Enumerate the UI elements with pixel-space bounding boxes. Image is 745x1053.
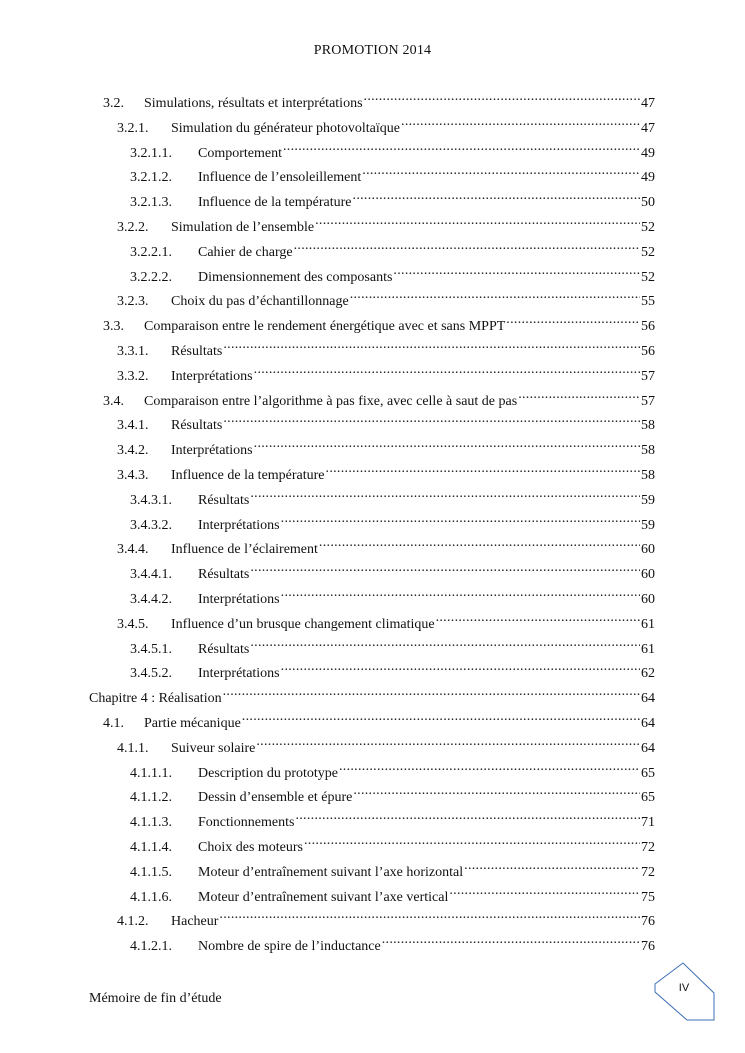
toc-entry[interactable] — [130, 484, 655, 508]
toc-entry-number: 3.4.4. — [117, 542, 149, 558]
dot-leader — [449, 881, 640, 901]
toc-entry-title: Chapitre 4 : Réalisation — [89, 691, 222, 707]
running-header: PROMOTION 2014 — [313, 43, 432, 58]
toc-entry-page: 49 — [641, 145, 655, 161]
toc-entry-title: Comparaison entre le rendement énergétique avec et sans MPPT — [144, 319, 506, 335]
toc-entry-number: 3.2.1.2. — [130, 170, 172, 186]
toc-entry-title: Résultats — [198, 567, 250, 583]
toc-entry[interactable] — [130, 509, 655, 533]
toc-entry-number: 3.2.2.1. — [130, 244, 172, 260]
dot-leader — [382, 930, 640, 950]
toc-entry-page: 47 — [641, 96, 655, 111]
toc-entry-title: Simulation de l’ensemble — [171, 220, 315, 235]
toc-entry-page: 61 — [641, 616, 655, 632]
toc-entry-number: 3.3.2. — [117, 368, 149, 384]
toc-entry-number: 3.2.2.2. — [130, 269, 172, 285]
toc-entry-page: 65 — [641, 765, 655, 781]
dot-leader — [281, 583, 640, 603]
toc-entry[interactable] — [103, 310, 655, 335]
toc-entry[interactable] — [103, 87, 655, 111]
toc-entry[interactable] — [130, 757, 655, 781]
toc-entry-title: Influence de l’éclairement — [171, 542, 318, 558]
toc-entry[interactable] — [117, 905, 655, 930]
toc-entry-number: 3.4.5. — [117, 616, 149, 632]
toc-entry-page: 60 — [641, 567, 655, 583]
dot-leader — [223, 682, 640, 702]
footer-title: Mémoire de fin d’étude — [89, 991, 222, 1006]
toc-entry[interactable] — [117, 409, 655, 434]
dot-leader — [518, 385, 640, 405]
toc-entry-page: 75 — [641, 889, 655, 905]
toc-entry-number: 3.2.3. — [117, 294, 149, 310]
toc-entry-title: Fonctionnements — [198, 815, 295, 831]
toc-entry[interactable] — [117, 285, 655, 310]
toc-entry[interactable] — [130, 881, 655, 905]
toc-entry[interactable] — [130, 657, 655, 682]
page-number: IV — [678, 982, 690, 994]
toc-entry-title: Influence de la température — [171, 468, 325, 483]
toc-entry-title: Cahier de charge — [198, 244, 293, 260]
toc-entry[interactable] — [117, 732, 655, 756]
dot-leader — [250, 633, 640, 653]
toc-entry-page: 76 — [641, 914, 655, 930]
toc-entry[interactable] — [117, 211, 655, 235]
dot-leader — [401, 112, 640, 132]
toc-entry-page: 49 — [641, 170, 655, 186]
toc-entry-page: 56 — [641, 319, 655, 335]
toc-entry-title: Interprétations — [198, 592, 280, 607]
toc-entry-page: 76 — [641, 939, 655, 955]
toc-entry[interactable] — [130, 236, 655, 260]
toc-entry-number: 4.1.1. — [117, 740, 149, 756]
toc-entry-number: 3.4.2. — [117, 443, 149, 459]
toc-entry-page: 59 — [641, 517, 655, 533]
toc-entry-page: 61 — [641, 641, 655, 657]
toc-entry-number: 3.2.1. — [117, 120, 149, 136]
toc-entry-title: Résultats — [171, 344, 223, 359]
dot-leader — [283, 137, 640, 157]
toc-entry-number: 4.1.1.5. — [130, 864, 172, 880]
toc-entry[interactable] — [117, 434, 655, 459]
dot-leader — [295, 806, 640, 826]
toc-entry-title: Résultats — [171, 418, 223, 434]
dot-leader — [315, 211, 640, 231]
toc-entry[interactable] — [130, 781, 655, 806]
dot-leader — [350, 285, 640, 305]
toc-entry-title: Comportement — [198, 145, 282, 161]
toc-entry[interactable] — [117, 459, 655, 483]
toc-entry[interactable] — [117, 533, 655, 558]
dot-leader — [393, 261, 640, 281]
toc-entry-number: 3.3. — [103, 319, 124, 335]
dot-leader — [353, 186, 640, 206]
dot-leader — [364, 87, 640, 107]
toc-entry[interactable] — [130, 261, 655, 285]
toc-entry-page: 64 — [641, 691, 655, 707]
toc-entry-page: 72 — [641, 840, 655, 855]
toc-entry-number: 4.1.1.4. — [130, 840, 172, 855]
toc-entry-number: 3.4.4.2. — [130, 592, 172, 607]
toc-entry-number: 3.2.1.1. — [130, 145, 172, 161]
toc-entry-title: Résultats — [198, 641, 250, 657]
toc-entry-page: 52 — [641, 269, 655, 285]
toc-entry[interactable] — [89, 682, 655, 707]
toc-entry[interactable] — [130, 558, 655, 583]
toc-entry[interactable] — [117, 360, 655, 384]
toc-entry-number: 3.4.1. — [117, 418, 149, 434]
toc-entry[interactable] — [130, 583, 655, 607]
toc-entry-page: 52 — [641, 244, 655, 260]
toc-entry[interactable] — [117, 608, 655, 632]
toc-entry-number: 4.1.1.6. — [130, 889, 172, 905]
toc-entry-page: 55 — [641, 294, 655, 310]
dot-leader — [219, 905, 640, 925]
dot-leader — [436, 608, 640, 628]
toc-entry[interactable] — [117, 112, 655, 136]
toc-entry[interactable] — [130, 186, 655, 211]
toc-entry-title: Dessin d’ensemble et épure — [198, 790, 353, 806]
toc-entry-page: 58 — [641, 468, 655, 483]
dot-leader — [319, 533, 640, 553]
toc-entry-title: Comparaison entre l’algorithme à pas fixe, avec celle à saut de pas — [144, 393, 518, 409]
dot-leader — [294, 236, 640, 256]
toc-entry[interactable] — [130, 930, 655, 955]
toc-entry-page: 59 — [641, 492, 655, 508]
toc-entry-number: 3.2.1.3. — [130, 195, 172, 211]
toc-entry-title: Moteur d’entraînement suivant l’axe vertical — [198, 889, 449, 905]
toc-entry-page: 62 — [641, 666, 655, 682]
toc-entry-title: Simulation du générateur photovoltaïque — [171, 120, 401, 136]
toc-entry-title: Simulations, résultats et interprétations — [144, 96, 363, 111]
toc-entry-title: Choix du pas d’échantillonnage — [171, 294, 349, 310]
toc-entry-number: 4.1.1.1. — [130, 765, 172, 781]
toc-entry[interactable] — [130, 856, 655, 880]
toc-entry[interactable] — [117, 335, 655, 359]
toc-entry-page: 47 — [641, 120, 655, 136]
dot-leader — [353, 781, 640, 801]
toc-entry-page: 60 — [641, 592, 655, 607]
toc-entry-title: Résultats — [198, 492, 250, 508]
dot-leader — [464, 856, 640, 876]
dot-leader — [281, 509, 640, 529]
toc-entry-page: 64 — [641, 740, 655, 756]
toc-entry-page: 71 — [641, 815, 655, 831]
toc-entry-title: Dimensionnement des composants — [198, 269, 393, 285]
dot-leader — [223, 409, 640, 429]
toc-entry-page: 64 — [641, 716, 655, 731]
dot-leader — [304, 831, 640, 851]
toc-entry-number: 3.4.3. — [117, 468, 149, 483]
dot-leader — [339, 757, 640, 777]
toc-entry[interactable] — [103, 707, 655, 731]
toc-entry-number: 3.2.2. — [117, 220, 149, 235]
dot-leader — [326, 459, 640, 479]
toc-entry-title: Interprétations — [198, 517, 280, 533]
dot-leader — [223, 335, 640, 355]
toc-entry-number: 3.4.5.1. — [130, 641, 172, 657]
toc-entry[interactable] — [130, 137, 655, 161]
dot-leader — [242, 707, 640, 727]
toc-entry-page: 72 — [641, 864, 655, 880]
dot-leader — [254, 434, 640, 454]
toc-entry-title: Nombre de spire de l’inductance — [198, 939, 381, 955]
toc-entry-number: 4.1. — [103, 716, 124, 731]
toc-entry-title: Interprétations — [198, 666, 280, 682]
toc-entry-title: Influence de la température — [198, 195, 352, 211]
toc-entry-title: Interprétations — [171, 368, 253, 384]
toc-entry-page: 52 — [641, 220, 655, 235]
toc-entry-number: 3.4.3.2. — [130, 517, 172, 533]
toc-entry-title: Influence de l’ensoleillement — [198, 170, 362, 186]
toc-entry-title: Interprétations — [171, 443, 253, 459]
dot-leader — [254, 360, 640, 380]
dot-leader — [281, 657, 640, 677]
toc-entry-number: 3.4.4.1. — [130, 567, 172, 583]
toc-entry[interactable] — [130, 806, 655, 831]
dot-leader — [256, 732, 640, 752]
toc-entry-page: 56 — [641, 344, 655, 359]
toc-entry-number: 3.4. — [103, 393, 124, 409]
toc-entry-page: 57 — [641, 368, 655, 384]
dot-leader — [250, 484, 640, 504]
toc-entry-number: 4.1.2. — [117, 914, 149, 930]
toc-entry-title: Partie mécanique — [144, 716, 241, 731]
toc-entry-page: 60 — [641, 542, 655, 558]
toc-entry-number: 3.3.1. — [117, 344, 149, 359]
toc-entry-title: Hacheur — [171, 914, 219, 930]
toc-entry-page: 57 — [641, 393, 655, 409]
toc-entry-page: 58 — [641, 443, 655, 459]
toc-entry-title: Moteur d’entraînement suivant l’axe horizontal — [198, 864, 464, 880]
toc-entry-title: Suiveur solaire — [171, 740, 256, 756]
toc-entry-page: 50 — [641, 195, 655, 211]
toc-entry-number: 4.1.1.3. — [130, 815, 172, 831]
toc-entry-number: 3.2. — [103, 96, 124, 111]
toc-entry[interactable] — [130, 633, 655, 657]
toc-entry-title: Description du prototype — [198, 765, 338, 781]
toc-entry-page: 65 — [641, 790, 655, 806]
toc-entry[interactable] — [103, 385, 655, 409]
toc-entry-page: 58 — [641, 418, 655, 434]
toc-entry-number: 3.4.3.1. — [130, 492, 172, 508]
dot-leader — [250, 558, 640, 578]
toc-entry-title: Choix des moteurs — [198, 840, 303, 855]
dot-leader — [362, 161, 640, 181]
toc-entry[interactable] — [130, 831, 655, 855]
toc-entry-number: 4.1.2.1. — [130, 939, 172, 955]
toc-entry-title: Influence d’un brusque changement climatique — [171, 616, 435, 632]
toc-entry-number: 3.4.5.2. — [130, 666, 172, 682]
dot-leader — [506, 310, 640, 330]
toc-entry[interactable] — [130, 161, 655, 186]
toc-entry-number: 4.1.1.2. — [130, 790, 172, 806]
